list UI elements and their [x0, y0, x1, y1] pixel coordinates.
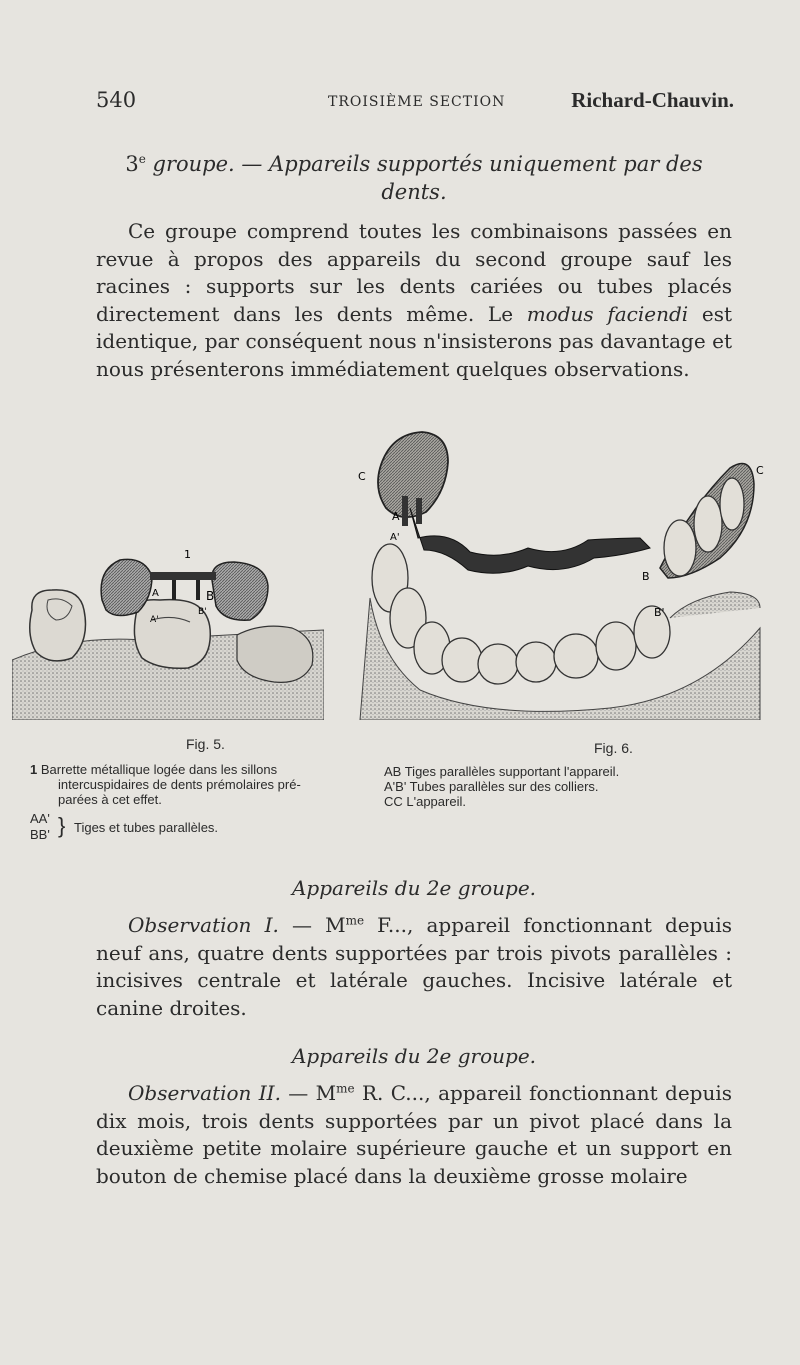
- fig6-letter-c1: C: [358, 470, 366, 483]
- page-header: [96, 88, 734, 118]
- observation-2-dash: — M: [280, 1081, 337, 1105]
- fig5-letter-b: B: [206, 589, 215, 603]
- caption6-line1: AB Tiges parallèles supportant l'appareil.: [384, 764, 620, 779]
- section-title: [96, 150, 732, 206]
- figure-6-caption: [384, 764, 784, 809]
- fig6-letter-b: B: [642, 570, 650, 583]
- fig6-letter-b2: B': [654, 606, 665, 619]
- intro-paragraph: [96, 218, 732, 383]
- subhead-2: Appareils du 2e groupe.: [291, 1044, 537, 1068]
- caption5-num: 1: [30, 762, 38, 777]
- observation-1-lead: Observation I.: [128, 913, 279, 937]
- caption5-bb: BB': [30, 827, 50, 842]
- figure-6-label: Fig. 6.: [594, 740, 633, 756]
- observation-2-sup: me: [336, 1081, 355, 1096]
- figure-6: [350, 428, 770, 720]
- fig5-letter-1: 1: [184, 548, 191, 561]
- observation-2-text: R. C..., appareil fonctionnant depuis dix mois, trois dents supportées par un pivot placé dans la deuxième petite molaire supérieure gauche et un support en bouton de chemise placé dans la deuxième grosse molaire: [96, 1081, 733, 1188]
- fig6-letter-a2: A': [390, 532, 400, 543]
- subhead-1: Appareils du 2e groupe.: [291, 876, 537, 900]
- section-number: 3: [125, 152, 139, 176]
- fig6-letter-a: A: [392, 510, 400, 523]
- observation-2-lead: Observation II.: [128, 1081, 281, 1105]
- running-head: TROISIÈME SECTION: [328, 94, 506, 110]
- fig5-letter-a2: A': [150, 615, 159, 625]
- figure-6-illustration: [350, 428, 770, 720]
- fig5-letter-b2: B': [198, 607, 207, 617]
- author-head: Richard-Chauvin.: [571, 88, 734, 112]
- intro-text-part2: est identique, par conséquent nous n'insisterons pas davantage et nous présenterons immédiatement quelques observations.: [96, 301, 732, 381]
- caption5-line3: parées à cet effet.: [58, 792, 162, 807]
- section-number-sup: e: [138, 152, 146, 166]
- figure-5-illustration: [12, 540, 324, 720]
- caption6-line3: CC L'appareil.: [384, 794, 466, 809]
- caption5-aa: AA': [30, 811, 50, 826]
- observation-1-dash: — M: [278, 913, 346, 937]
- figure-5-label: Fig. 5.: [186, 736, 225, 752]
- fig5-letter-a: A: [152, 588, 159, 599]
- observation-1: [96, 912, 732, 1022]
- observation-1-sup: me: [345, 913, 365, 928]
- caption5-line2: intercuspidaires de dents prémolaires pré-: [58, 777, 301, 792]
- caption5-brace: }: [58, 813, 66, 838]
- caption6-line2: A'B' Tubes parallèles sur des colliers.: [384, 779, 599, 794]
- section-title-line1: groupe. — Appareils supportés uniquement par des: [145, 152, 703, 176]
- intro-text-part1: Ce groupe comprend toutes les combinaisons passées en revue à propos des appareils du second groupe sauf les racines : supports sur les dents cariées ou tubes placés directement dans les dents même. Le: [96, 219, 732, 326]
- observation-2: [96, 1080, 732, 1190]
- intro-text-italic: modus faciendi: [526, 301, 689, 326]
- figure-5-caption: [30, 762, 374, 847]
- figure-5: [12, 540, 324, 720]
- caption5-brace-text: Tiges et tubes parallèles.: [74, 820, 219, 835]
- fig6-letter-c2: C: [756, 464, 764, 477]
- caption5-brace-group: [30, 811, 374, 847]
- caption5-line1: Barrette métallique logée dans les sillons: [37, 762, 278, 777]
- section-title-line2: dents.: [381, 180, 447, 204]
- page-number: 540: [96, 88, 137, 112]
- observation-1-text: F..., appareil fonctionnant depuis neuf ans, quatre dents supportées par trois pivots parallèles : incisives centrale et latérale gauches. Incisive latérale et canine droites.: [96, 913, 732, 1020]
